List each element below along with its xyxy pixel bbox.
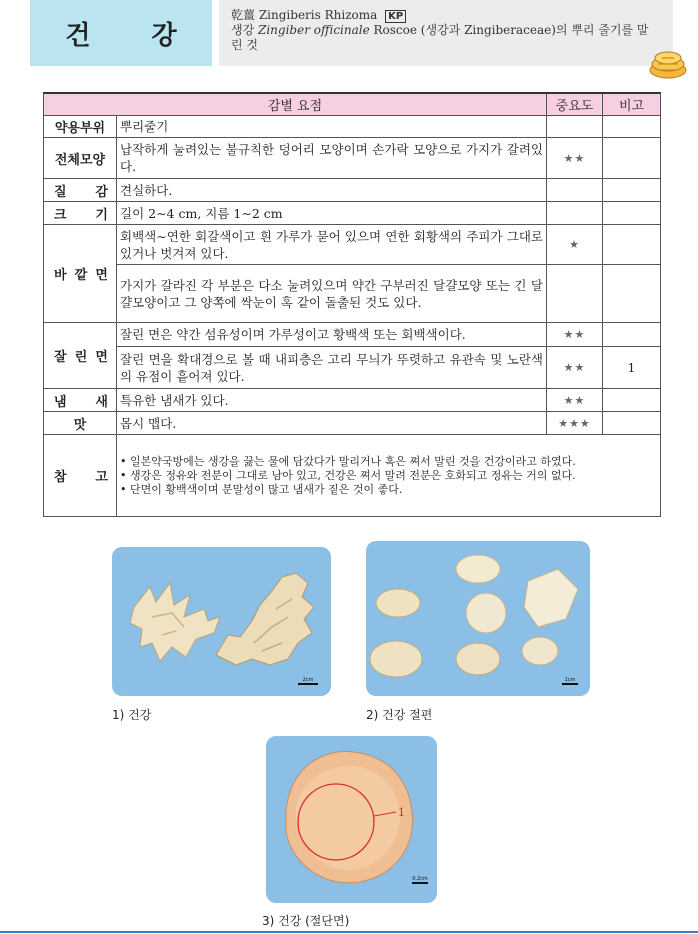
page-title: 건 강: [30, 0, 212, 66]
table-row: [44, 412, 661, 435]
row-desc-surface-2: 가지가 갈라진 각 부분은 다소 눌려있으며 약간 구부러진 달걀모양 또는 긴 달걀모양이고 그 양쪽에 싹눈이 혹 같이 돌출된 것도 있다.: [117, 265, 547, 323]
row-label-taste: 맛: [44, 412, 117, 435]
remark-cell: [603, 138, 661, 179]
desc-prefix: 생강: [231, 23, 258, 37]
photo-ginger-slices: [366, 541, 590, 696]
row-label-smell: 냄 새: [44, 389, 117, 412]
remark-cell: [603, 116, 661, 138]
herb-hanja: 乾薑: [231, 8, 256, 22]
photo-ginger-cross-section: [266, 736, 437, 903]
dried-ginger-illustration: [112, 547, 331, 696]
photo-dried-ginger: [112, 547, 331, 696]
herb-description: [231, 23, 673, 53]
reference-notes: [117, 435, 661, 517]
photo-caption: 3) 건강 (절단면): [262, 914, 350, 928]
remark-cell: [603, 179, 661, 202]
table-row: [44, 202, 661, 225]
importance-stars: [547, 265, 603, 323]
table-row: [44, 116, 661, 138]
remark-cell: [603, 323, 661, 347]
herb-name-line: [231, 8, 673, 23]
row-label-size: 크 기: [44, 202, 117, 225]
row-label-shape: 전체모양: [44, 138, 117, 179]
row-desc-texture: 견실하다.: [117, 179, 547, 202]
ginger-slices-illustration: [366, 541, 590, 696]
table-header-row: [44, 93, 661, 116]
reference-item: • 생강은 정유와 전분이 그대로 남아 있고, 건강은 쪄서 말려 전분은 호화되고 정유는 거의 없다.: [130, 469, 657, 483]
importance-stars: ★★: [547, 347, 603, 389]
remark-cell: [603, 265, 661, 323]
table-row: [44, 138, 661, 179]
remark-cell: 1: [603, 347, 661, 389]
row-desc-part: 뿌리줄기: [117, 116, 547, 138]
row-label-texture: 질 감: [44, 179, 117, 202]
importance-stars: [547, 116, 603, 138]
herb-latin-name: Zingiberis Rhizoma: [258, 8, 378, 22]
scale-bar: 2cm: [298, 677, 318, 685]
photo-caption: 2) 건강 절편: [366, 708, 433, 722]
row-desc-cut-2: 잘린 면을 확대경으로 볼 때 내피층은 고리 무늬가 뚜렷하고 유관속 및 노란색의 유점이 흩어져 있다.: [117, 347, 547, 389]
table-row: [44, 435, 661, 517]
row-label-surface: 바 깥 면: [44, 225, 117, 323]
importance-stars: [547, 179, 603, 202]
table-row: [44, 323, 661, 347]
table-row: [44, 389, 661, 412]
importance-stars: ★: [547, 225, 603, 265]
footer-divider: [0, 931, 698, 933]
scale-bar: 0.2cm: [412, 876, 428, 882]
scale-bar: 1cm: [562, 677, 578, 685]
reference-item: • 일본약국방에는 생강을 끓는 물에 담갔다가 말리거나 혹은 쪄서 말린 것을 건강이라고 하였다.: [130, 455, 657, 469]
scientific-name: Zingiber officinale: [258, 23, 370, 37]
remark-cell: [603, 412, 661, 435]
importance-stars: [547, 202, 603, 225]
col-header-remark: 비고: [603, 93, 661, 116]
remark-cell: [603, 389, 661, 412]
reference-item: • 단면이 황백색이며 분말성이 많고 냄새가 짙은 것이 좋다.: [130, 483, 657, 497]
row-label-part: 약용부위: [44, 116, 117, 138]
herb-bundle-icon: [648, 48, 688, 80]
row-label-ref: 참 고: [44, 435, 117, 517]
table-row: [44, 347, 661, 389]
importance-stars: ★★: [547, 138, 603, 179]
row-label-cut: 잘 린 면: [44, 323, 117, 389]
table-row: [44, 225, 661, 265]
row-desc-shape: 납작하게 눌려있는 불규칙한 덩어리 모양이며 손가락 모양으로 가지가 갈려있다.: [117, 138, 547, 179]
remark-cell: [603, 202, 661, 225]
kp-badge: KP: [385, 10, 406, 23]
row-desc-cut-1: 잘린 면은 약간 섬유성이며 가루성이고 황백색 또는 회백색이다.: [117, 323, 547, 347]
col-header-main: 감별 요점: [44, 93, 547, 116]
cross-section-marker: 1: [398, 806, 405, 819]
desc-suffix: Roscoe (생강과 Zingiberaceae)의 뿌리 줄기를 말린 것: [231, 23, 649, 52]
col-header-importance: 중요도: [547, 93, 603, 116]
row-desc-smell: 특유한 냄새가 있다.: [117, 389, 547, 412]
remark-cell: [603, 225, 661, 265]
row-desc-taste: 몹시 맵다.: [117, 412, 547, 435]
row-desc-surface-1: 회백색∼연한 회갈색이고 흰 가루가 묻어 있으며 연한 회황색의 주피가 그대로 있거나 벗겨져 있다.: [117, 225, 547, 265]
header-info: [219, 0, 673, 66]
importance-stars: ★★: [547, 323, 603, 347]
table-row: [44, 265, 661, 323]
table-row: [44, 179, 661, 202]
identification-table: [43, 92, 661, 517]
row-desc-size: 길이 2∼4 cm, 지름 1∼2 cm: [117, 202, 547, 225]
photo-caption: 1) 건강: [112, 708, 152, 722]
importance-stars: ★★★: [547, 412, 603, 435]
importance-stars: ★★: [547, 389, 603, 412]
